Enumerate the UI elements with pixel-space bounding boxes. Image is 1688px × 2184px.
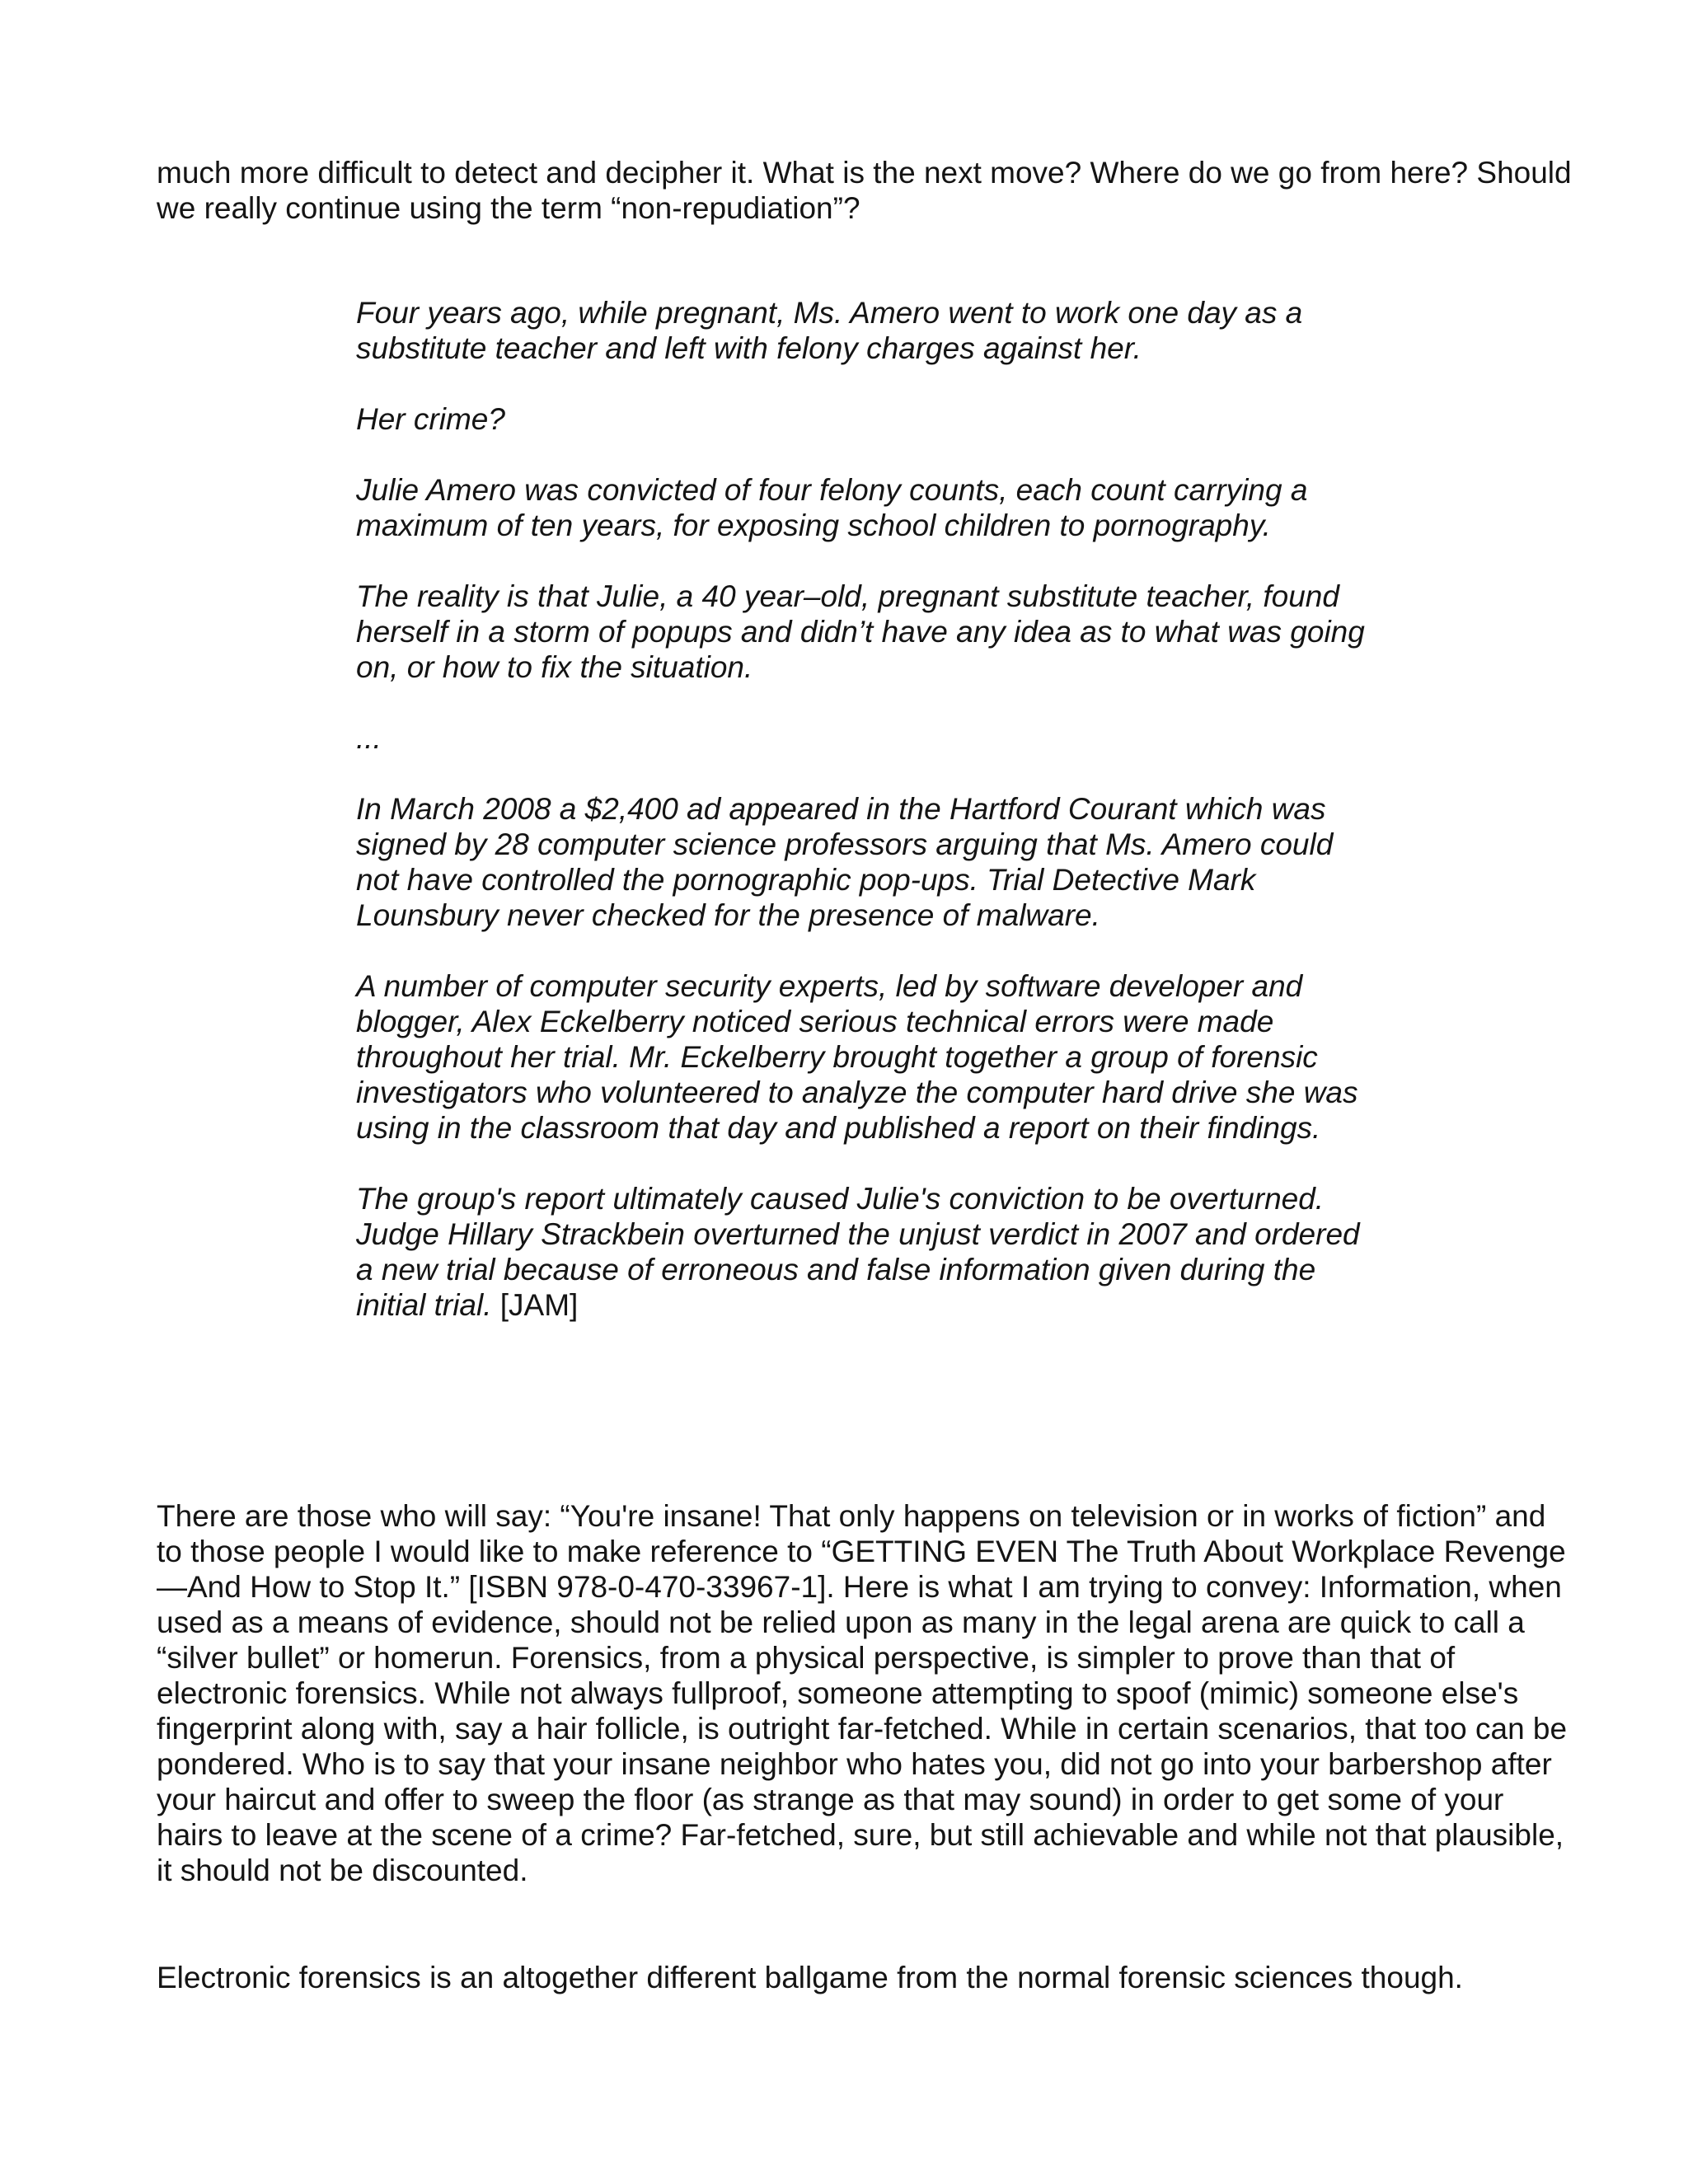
quote-paragraph-3: Julie Amero was convicted of four felony counts, each count carrying a maximum of ten years, for exposing school children to pornography. [356, 473, 1308, 542]
quote-paragraph-7 [356, 1181, 1378, 1323]
quote-paragraph-5: In March 2008 a $2,400 ad appeared in the Hartford Courant which was signed by 28 computer science professors arguing that Ms. Amero could not have controlled the pornographic pop-ups. Trial Detective Mark Lounsbury never checked for the presence of malware. [356, 792, 1334, 932]
quote-paragraph-2: Her crime? [356, 402, 505, 436]
intro-paragraph: much more difficult to detect and decipher it. What is the next move? Where do we go from here? Should we really continue using the term “non-repudiation”? [157, 156, 1572, 225]
quote-paragraph-1: Four years ago, while pregnant, Ms. Amero went to work one day as a substitute teacher and left with felony charges against her. [356, 296, 1303, 365]
quote-final-text: The group's report ultimately caused Julie's conviction to be overturned. Judge Hillary Strackbein overturned the unjust verdict in 2007 and ordered a new trial because of erroneous and false information given during the initial trial. [356, 1182, 1360, 1322]
quote-ellipsis: ... [356, 721, 382, 755]
discussion-paragraph: There are those who will say: “You're insane! That only happens on television or in works of fiction” and to those people I would like to make reference to “GETTING EVEN The Truth About Workplace Revenge—And How to Stop It.” [ISBN 978-0-470-33967-1]. Here is what I am trying to convey: Information, when used as a means of evidence, should not be relied upon as many in the legal arena are quick to call a “silver bullet” or homerun. Forensics, from a physical perspective, is simpler to prove than that of electronic forensics. While not always fullproof, someone attempting to spoof (mimic) someone else's fingerprint along with, say a hair follicle, is outright far-fetched. While in certain scenarios, that too can be pondered. Who is to say that your insane neighbor who hates you, did not go into your barbershop after your haircut and offer to sweep the floor (as strange as that may sound) in order to get some of your hairs to leave at the scene of a crime? Far-fetched, sure, but still achievable and while not that plausible, it should not be discounted. [157, 1499, 1568, 1887]
closing-paragraph: Electronic forensics is an altogether different ballgame from the normal forensic sciences though. [157, 1961, 1463, 1994]
block-quote [356, 295, 1378, 1323]
quote-paragraph-6: A number of computer security experts, led by software developer and blogger, Alex Eckelberry noticed serious technical errors were made throughout her trial. Mr. Eckelberry brought together a group of forensic investigators who volunteered to analyze the computer hard drive she was using in the classroom that day and published a report on their findings. [356, 969, 1358, 1145]
quote-paragraph-4: The reality is that Julie, a 40 year–old, pregnant substitute teacher, found herself in a storm of popups and didn’t have any idea as to what was going on, or how to fix the situation. [356, 579, 1365, 684]
quote-citation: [JAM] [499, 1288, 579, 1322]
